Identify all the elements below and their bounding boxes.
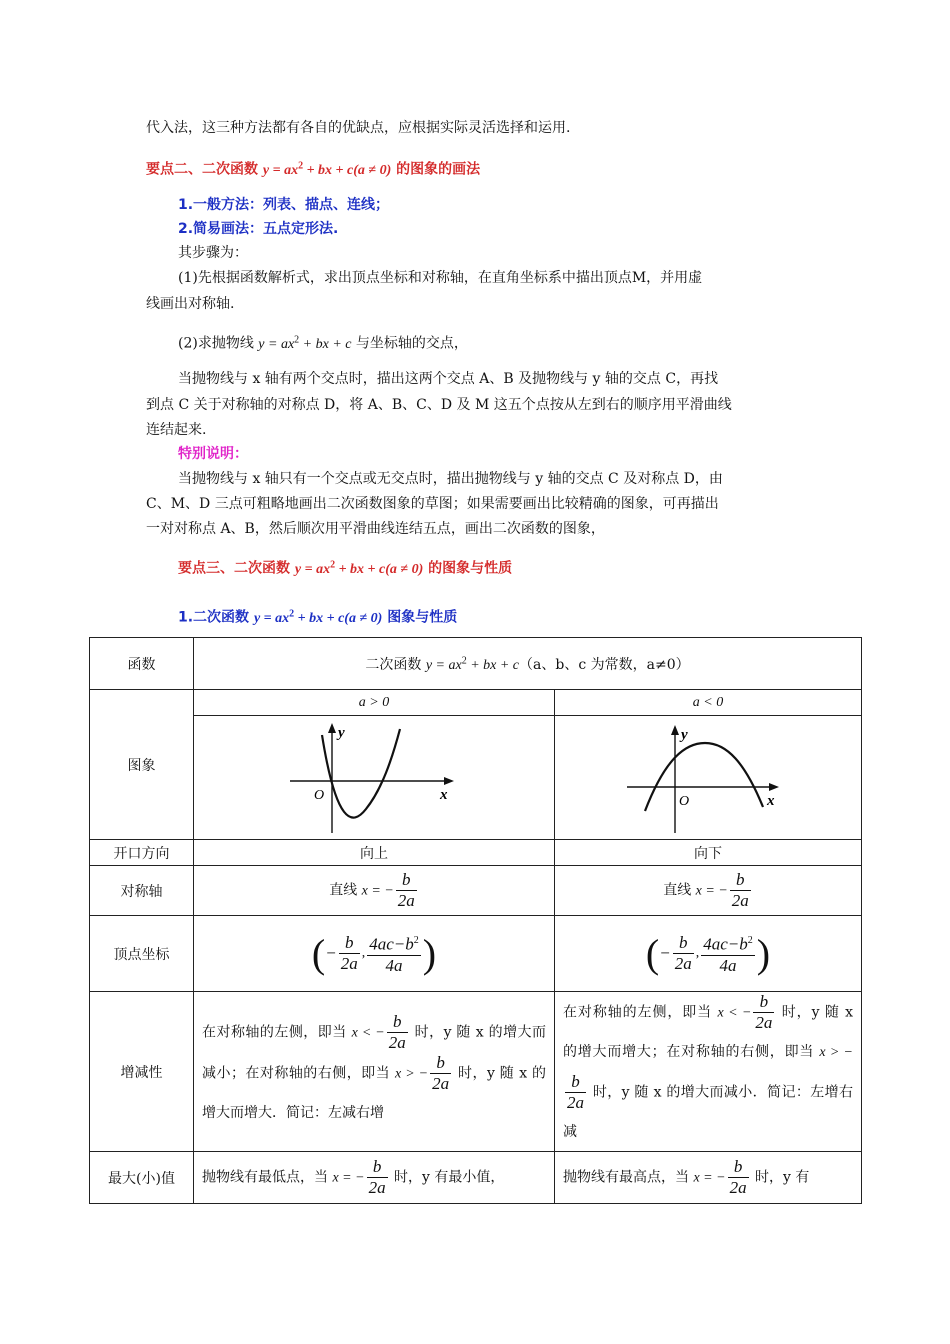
mono-positive: 在对称轴的左侧，即当 x < − $\frac{b}{2a}$ 时，y 随 x 的增大而减小；在对称轴的右侧，即当 x > − $\frac{b}{2a}$ 时，y 随 x 的增大而增大．简记：左减右增 <box>194 992 555 1152</box>
section2-title: 要点二、二次函数 $y = ax^2$ + bx + c(a ≠ 0) 的图象的画法 <box>146 160 481 178</box>
note-line1: 当抛物线与 x 轴只有一个交点或无交点时，描出抛物线与 y 轴的交点 C 及对称点 D，由 <box>178 471 723 487</box>
x-label: x <box>440 786 448 803</box>
ext-positive: 抛物线有最低点，当 x = − $\frac{b}{2a}$ 时，y 有最小值， <box>194 1152 555 1204</box>
fraction-vertex-y: $\frac{4ac-b^2}{4a}$ <box>703 934 753 975</box>
fraction-b-over-2a: $\frac{b}{2a}$ <box>674 933 692 973</box>
y-label: y <box>681 726 688 743</box>
function-desc: 二次函数 $y = ax^2$ + bx + c（a、b、c 为常数，a≠0） <box>194 638 862 690</box>
row-opening <box>90 840 862 866</box>
y-axis-arrow <box>671 725 679 735</box>
x-axis-arrow <box>769 783 779 791</box>
y-axis-arrow <box>328 723 336 733</box>
fraction-vertex-y: $\frac{4ac-b^2}{4a}$ <box>369 934 419 975</box>
row-graph-label: 图象 <box>90 690 194 840</box>
graph-upward-parabola <box>284 719 464 837</box>
open-positive: 向上 <box>194 840 555 866</box>
intro-line: 代入法，这三种方法都有各自的优缺点，应根据实际灵活选择和运用. <box>146 120 571 136</box>
section2-item2: 2.简易画法：五点定形法. <box>178 221 339 237</box>
parabola-curve <box>645 743 763 811</box>
function-formula: $y = ax^2$ + bx + c <box>425 654 520 673</box>
formula-parabola: $y = ax^2$ + bx + c <box>258 334 352 352</box>
fraction-b-over-2a: $\frac{b}{2a}$ <box>340 933 358 973</box>
section3-subtitle: 1.二次函数 $y = ax^2$ + bx + c(a ≠ 0) 图象与性质 <box>178 608 458 626</box>
step2-line: (2)求抛物线 $y = ax^2$ + bx + c 与坐标轴的交点， <box>178 334 468 352</box>
graph-negative-cell <box>555 716 862 840</box>
case-negative: a < 0 <box>555 690 862 716</box>
step1-line2: 线画出对称轴. <box>146 296 235 312</box>
row-function <box>90 638 862 690</box>
origin-label: O <box>679 793 690 809</box>
formula-general-2: $y = ax^2$ + bx + c(a ≠ 0) <box>294 559 424 577</box>
formula-general: $y = ax^2$ + bx + c(a ≠ 0) <box>262 160 392 178</box>
x-label: x <box>767 792 775 809</box>
fraction-b-over-2a: $\frac{b}{2a}$ <box>432 1052 450 1093</box>
note-line3: 一对对称点 A、B，然后顺次用平滑曲线连结五点，画出二次函数的图象， <box>146 521 605 537</box>
vertex-positive: (− $\frac{b}{2a}$ , $\frac{4ac-b^2}{4a}$ ) <box>194 916 555 992</box>
row-axis-label: 对称轴 <box>90 866 194 916</box>
para-line3: 连结起来. <box>146 422 207 438</box>
fraction-b-over-2a: $\frac{b}{2a}$ <box>368 1157 386 1197</box>
formula-general-3: $y = ax^2$ + bx + c(a ≠ 0) <box>253 608 383 626</box>
case-positive: a > 0 <box>194 690 555 716</box>
section3-title: 要点三、二次函数 $y = ax^2$ + bx + c(a ≠ 0) 的图象与性质 <box>178 559 513 577</box>
axis-negative: 直线 x = − $\frac{b}{2a}$ <box>555 866 862 916</box>
section2-item1: 1.一般方法：列表、描点、连线； <box>178 197 390 213</box>
vertex-negative: (− $\frac{b}{2a}$ , $\frac{4ac-b^2}{4a}$ ) <box>555 916 862 992</box>
row-function-label: 函数 <box>90 638 194 690</box>
open-negative: 向下 <box>555 840 862 866</box>
fraction-b-over-2a: $\frac{b}{2a}$ <box>567 1072 584 1112</box>
ext-negative: 抛物线有最高点，当 x = − $\frac{b}{2a}$ 时，y 有 <box>555 1152 862 1204</box>
note-title: 特别说明： <box>178 446 248 462</box>
row-graphs <box>90 716 862 840</box>
para-line2: 到点 C 关于对称轴的对称点 D，将 A、B、C、D 及 M 这五个点按从左到右的顺序用平滑曲线 <box>146 397 732 413</box>
fraction-b-over-2a: $\frac{b}{2a}$ <box>397 870 415 910</box>
row-mono-label: 增减性 <box>90 992 194 1152</box>
row-axis <box>90 866 862 916</box>
row-case-headers <box>90 690 862 716</box>
steps-intro: 其步骤为： <box>178 245 248 261</box>
axis-positive: 直线 x = − $\frac{b}{2a}$ <box>194 866 555 916</box>
fraction-b-over-2a: $\frac{b}{2a}$ <box>388 1011 406 1052</box>
x-axis-arrow <box>444 777 454 785</box>
y-label: y <box>338 724 345 741</box>
graph-downward-parabola <box>623 719 793 837</box>
row-vertex <box>90 916 862 992</box>
row-open-label: 开口方向 <box>90 840 194 866</box>
row-extreme <box>90 1152 862 1204</box>
properties-table <box>89 637 862 1204</box>
graph-positive-cell <box>194 716 555 840</box>
row-ext-label: 最大(小)值 <box>90 1152 194 1204</box>
row-vertex-label: 顶点坐标 <box>90 916 194 992</box>
origin-label: O <box>314 787 325 803</box>
fraction-b-over-2a: $\frac{b}{2a}$ <box>731 870 749 910</box>
mono-negative: 在对称轴的左侧，即当 x < − $\frac{b}{2a}$ 时，y 随 x 的增大而增大；在对称轴的右侧，即当 x > − $\frac{b}{2a}$ 时，y 随 x 的增大而减小．简记：左增右减 <box>555 992 862 1152</box>
step1-line1: (1)先根据函数解析式，求出顶点坐标和对称轴，在直角坐标系中描出顶点M，并用虚 <box>178 270 703 286</box>
para-line1: 当抛物线与 x 轴有两个交点时，描出这两个交点 A、B 及抛物线与 y 轴的交点 C，再找 <box>178 371 719 387</box>
parabola-curve <box>322 729 400 818</box>
note-line2: C、M、D 三点可粗略地画出二次函数图象的草图；如果需要画出比较精确的图象，可再描出 <box>146 496 719 512</box>
fraction-b-over-2a: $\frac{b}{2a}$ <box>755 992 773 1032</box>
row-monotonicity <box>90 992 862 1152</box>
fraction-b-over-2a: $\frac{b}{2a}$ <box>729 1157 747 1197</box>
